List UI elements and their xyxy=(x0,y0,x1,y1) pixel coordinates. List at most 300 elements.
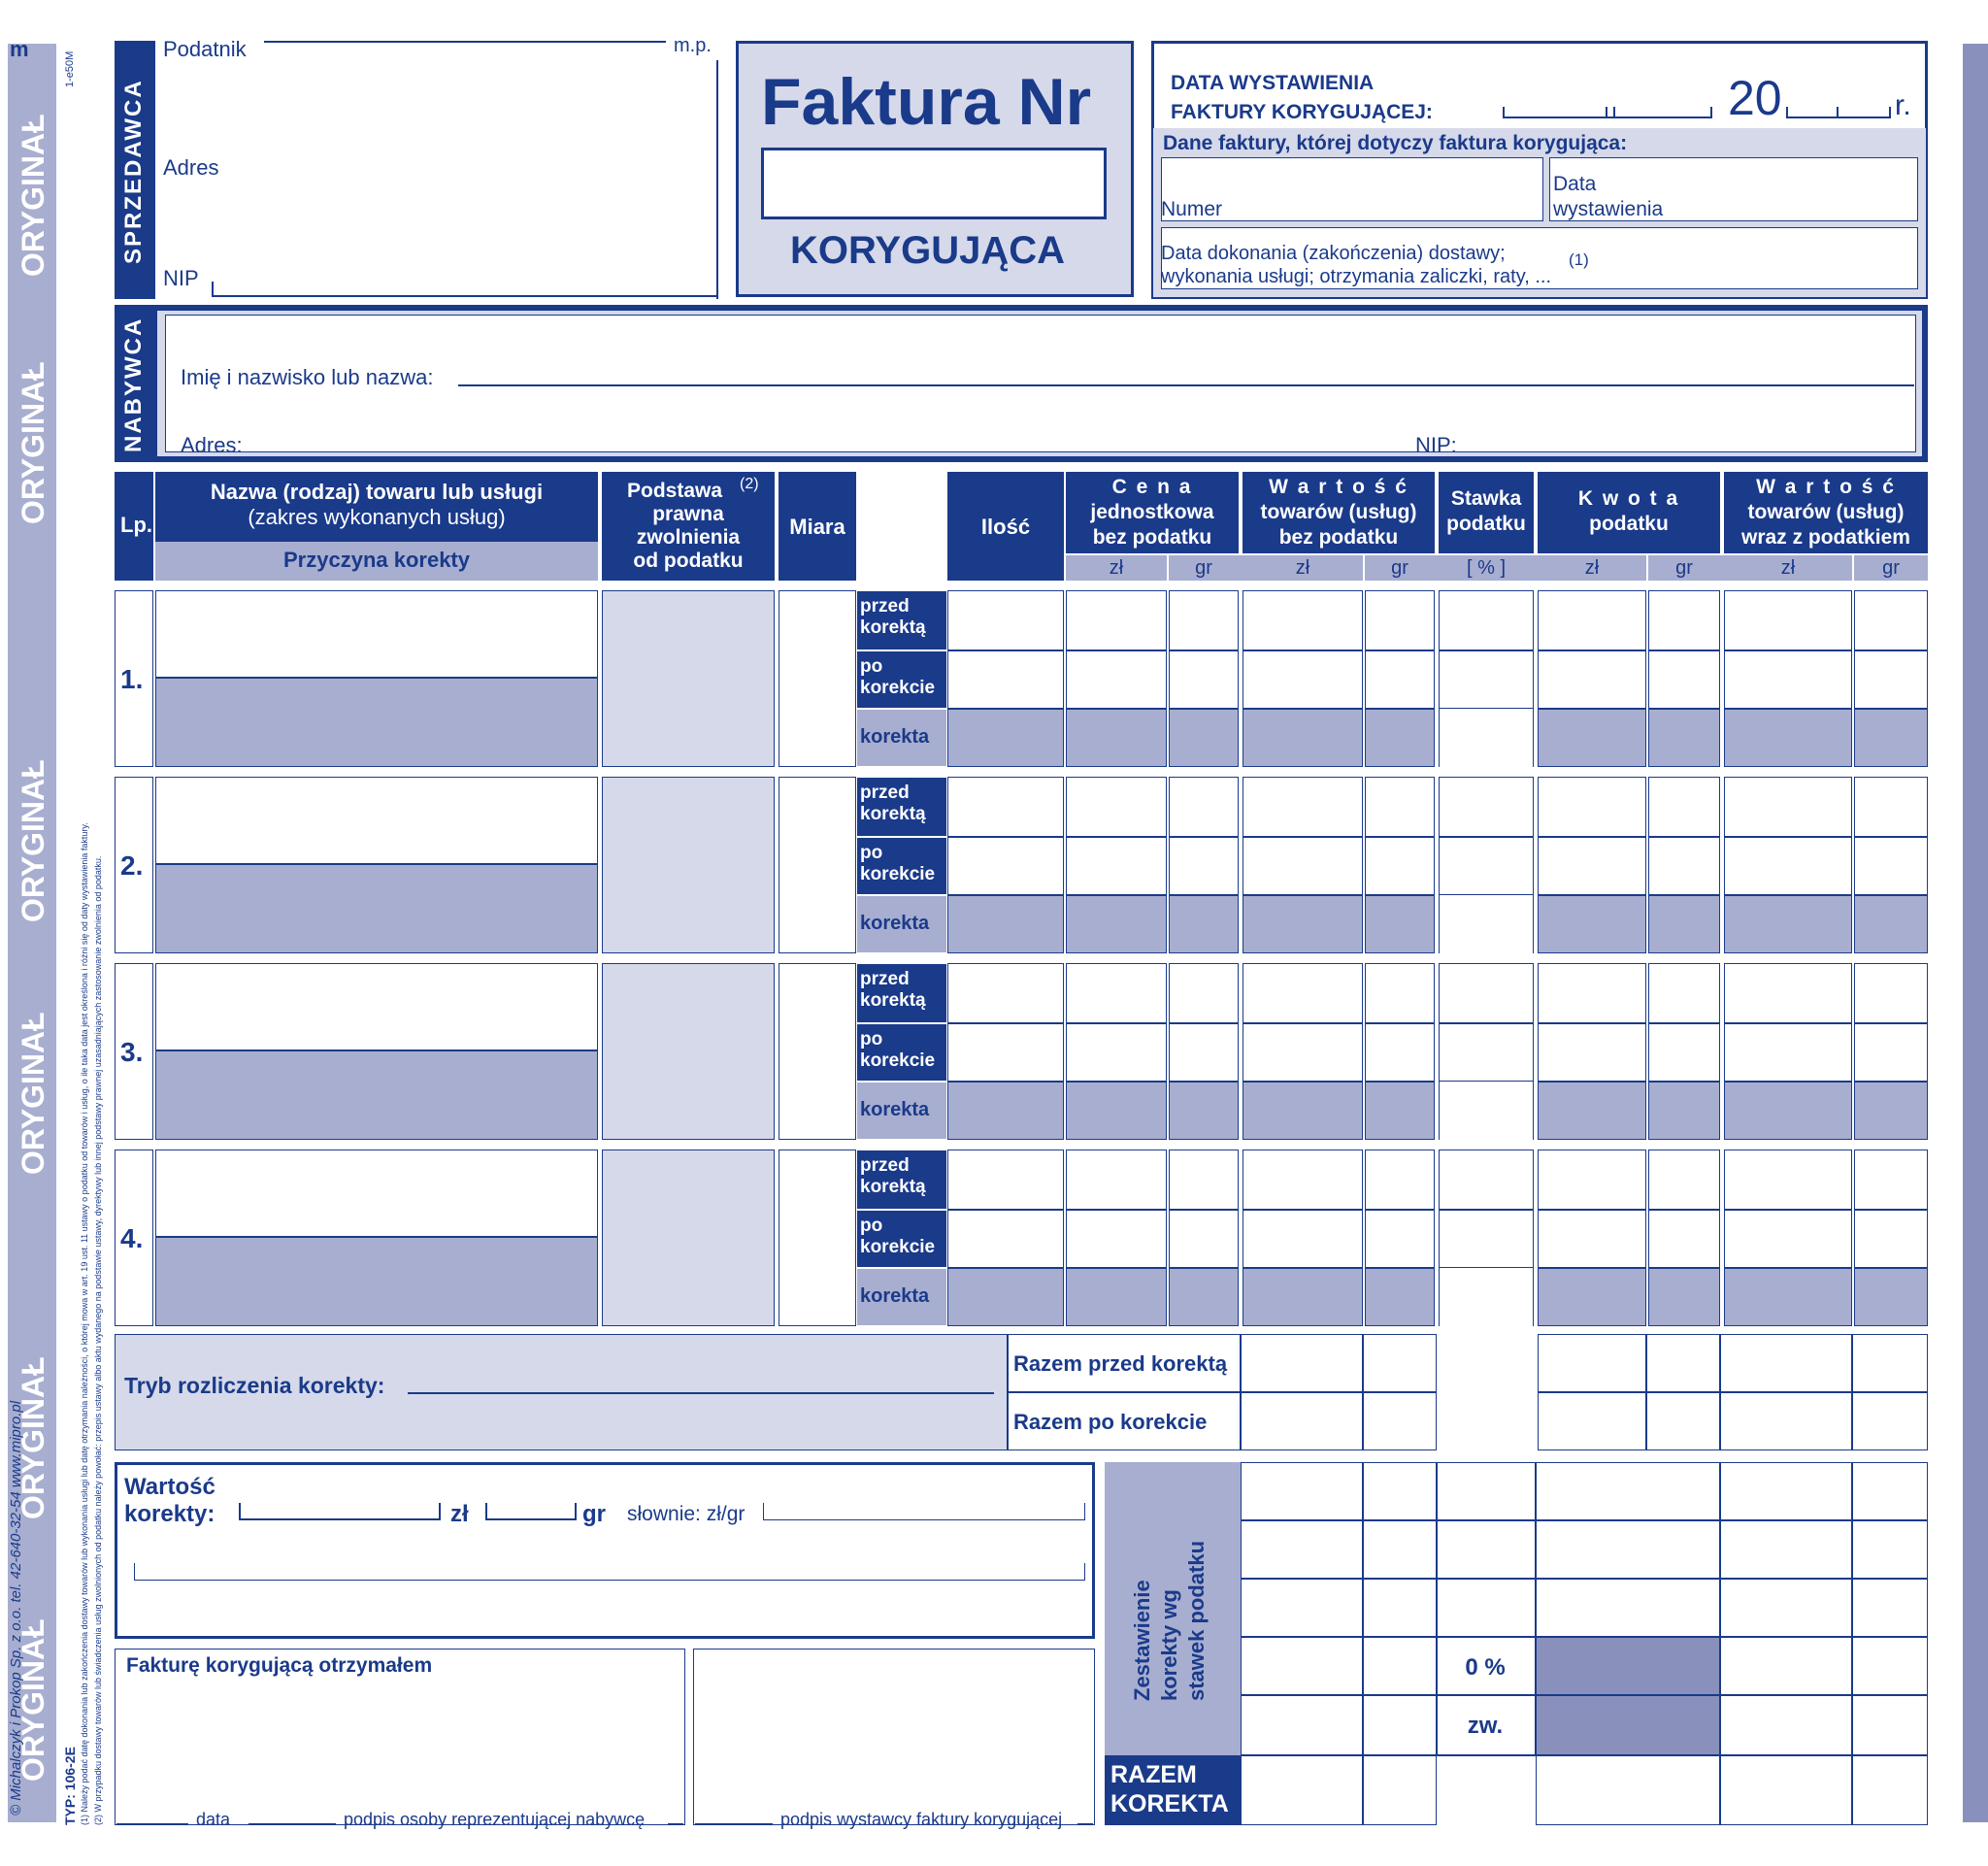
issuer-signature-label: podpis wystawcy faktury korygującej xyxy=(780,1810,1063,1829)
seller-nip-label: NIP xyxy=(163,266,199,290)
zestawienie-3: stawek podatku xyxy=(1184,1540,1209,1701)
row-1-unit-field[interactable] xyxy=(779,590,856,767)
row-4-name-field[interactable] xyxy=(155,1150,598,1237)
slownie-label: słownie: zł/gr xyxy=(627,1503,746,1525)
row-4-unit-field[interactable] xyxy=(779,1150,856,1326)
seller-label: SPRZEDAWCA xyxy=(120,79,147,264)
razem-przed-cell-4[interactable] xyxy=(1720,1334,1852,1392)
row-2-korekta-cell-6[interactable] xyxy=(1538,895,1646,953)
row-4-korekta-cell-9[interactable] xyxy=(1854,1268,1928,1326)
header-lp-label: Lp. xyxy=(120,513,152,537)
header-cena-2: jednostkowa xyxy=(1090,501,1214,523)
row-2-po-cell-3[interactable] xyxy=(1242,837,1363,895)
row-3-przed-label-2: korektą xyxy=(860,990,926,1011)
zestaw-row-1-cell-2[interactable] xyxy=(1437,1462,1536,1520)
year-prefix: 20 xyxy=(1728,71,1782,125)
row-3-przed-cell-3[interactable] xyxy=(1242,963,1363,1023)
issuer-box xyxy=(693,1649,1095,1825)
footnote-1: (1) Należy podać datę dokonania lub zakończenia dostawy towarów lub wykonania usługi lub datę otrzymania należności, o której mowa w art. 19 ust. 11 ustawy o podatku od towarów i usług, o ile taka data jest określona i różni się od daty wystawienia faktury. xyxy=(80,822,89,1825)
row-3-unit-field[interactable] xyxy=(779,963,856,1140)
header-podstawa-ref: (2) xyxy=(740,476,759,492)
zestaw-row-2-cell-3[interactable] xyxy=(1536,1520,1720,1579)
corner-letter: m xyxy=(10,37,29,61)
side-label-6: ORYGINAŁ xyxy=(16,1618,50,1782)
row-2-po-cell-7[interactable] xyxy=(1648,837,1720,895)
header-wartosc-2: towarów (usług) xyxy=(1260,501,1417,523)
header-nazwa-sub: (zakres wykonanych usług) xyxy=(248,505,506,529)
razem-przed-cell-1[interactable] xyxy=(1363,1334,1437,1392)
wartosc-gr-field[interactable] xyxy=(485,1503,577,1520)
invoice-subtitle: KORYGUJĄCA xyxy=(790,229,1065,272)
row-4-przed-cell-4[interactable] xyxy=(1365,1150,1435,1210)
slownie-field[interactable] xyxy=(763,1503,1085,1520)
row-2-przed-label-1: przed xyxy=(860,783,910,803)
sub-stawka-pct: [ % ] xyxy=(1466,557,1506,579)
row-2-korekta-label: korekta xyxy=(860,913,930,934)
row-1-przed-cell-4[interactable] xyxy=(1365,590,1435,650)
row-1-korekta-cell-7[interactable] xyxy=(1648,709,1720,767)
zestaw-row-2-cell-0[interactable] xyxy=(1241,1520,1363,1579)
row-4-po-label-1: po xyxy=(860,1216,883,1236)
row-3-korekta-cell-1[interactable] xyxy=(1066,1082,1167,1140)
row-2-po-cell-5[interactable] xyxy=(1439,837,1534,895)
wartosc-label-2: korekty: xyxy=(124,1501,215,1527)
header-brutto-3: wraz z podatkiem xyxy=(1741,526,1910,549)
date-issue-label-1: DATA WYSTAWIENIA xyxy=(1171,72,1375,94)
row-2-korekta-cell-2[interactable] xyxy=(1169,895,1239,953)
form-code: 1-e50M xyxy=(64,50,76,87)
row-1-po-cell-2[interactable] xyxy=(1169,650,1239,709)
row-4-przed-label-1: przed xyxy=(860,1155,910,1176)
row-2-przed-cell-6[interactable] xyxy=(1538,777,1646,837)
row-4-po-cell-5[interactable] xyxy=(1439,1210,1534,1268)
row-3-po-cell-4[interactable] xyxy=(1365,1023,1435,1082)
header-wartosc-3: bez podatku xyxy=(1278,526,1399,549)
invoice-number-field[interactable] xyxy=(761,148,1107,219)
zestaw-row-5-cell-0[interactable] xyxy=(1241,1695,1363,1755)
row-4-korekta-cell-8[interactable] xyxy=(1724,1268,1852,1326)
row-1-przed-cell-6[interactable] xyxy=(1538,590,1646,650)
row-1-korekta-cell-2[interactable] xyxy=(1169,709,1239,767)
row-3-lp: 3. xyxy=(120,1037,144,1067)
row-1-przed-cell-1[interactable] xyxy=(1066,590,1167,650)
razem-po-cell-0[interactable] xyxy=(1241,1392,1363,1450)
row-3-korekta-cell-8[interactable] xyxy=(1724,1082,1852,1140)
row-3-korekta-cell-7[interactable] xyxy=(1648,1082,1720,1140)
zestaw-row-6-cell-0[interactable] xyxy=(1241,1755,1363,1825)
row-4-przed-label-2: korektą xyxy=(860,1177,926,1197)
row-1-po-cell-4[interactable] xyxy=(1365,650,1435,709)
zestaw-row-2-cell-2[interactable] xyxy=(1437,1520,1536,1579)
buyer-nip-label: NIP: xyxy=(1415,433,1457,457)
row-1-po-cell-7[interactable] xyxy=(1648,650,1720,709)
header-przyczyna-label: Przyczyna korekty xyxy=(283,548,470,572)
row-2-przed-cell-0[interactable] xyxy=(947,777,1064,837)
row-4-po-cell-4[interactable] xyxy=(1365,1210,1435,1268)
row-3-po-cell-9[interactable] xyxy=(1854,1023,1928,1082)
header-podstawa-2: prawna xyxy=(652,503,724,525)
header-podstawa-label: Podstawa xyxy=(627,480,723,502)
row-3-korekta-cell-5[interactable] xyxy=(1439,1082,1534,1140)
row-2-korekta-cell-0[interactable] xyxy=(947,895,1064,953)
row-3-name-field[interactable] xyxy=(155,963,598,1050)
row-2-po-cell-4[interactable] xyxy=(1365,837,1435,895)
row-4-przed-cell-1[interactable] xyxy=(1066,1150,1167,1210)
side-label-5: ORYGINAŁ xyxy=(16,1356,50,1519)
row-2-korekta-cell-7[interactable] xyxy=(1648,895,1720,953)
row-1-korekta-cell-4[interactable] xyxy=(1365,709,1435,767)
row-4-po-cell-8[interactable] xyxy=(1724,1210,1852,1268)
razem-przed-cell-0[interactable] xyxy=(1241,1334,1363,1392)
zestaw-row-3-cell-2[interactable] xyxy=(1437,1579,1536,1637)
date-issue-label-2: FAKTURY KORYGUJĄCEJ: xyxy=(1171,101,1433,123)
zestaw-row-5-cell-3[interactable] xyxy=(1536,1695,1720,1755)
zestawienie-1: Zestawienie xyxy=(1130,1580,1154,1701)
row-2-przed-cell-1[interactable] xyxy=(1066,777,1167,837)
row-2-unit-field[interactable] xyxy=(779,777,856,953)
zestaw-row-6-cell-3[interactable] xyxy=(1536,1755,1720,1825)
invoice-title: Faktura Nr xyxy=(761,65,1092,139)
header-cena-3: bez podatku xyxy=(1092,526,1212,549)
tryb-label: Tryb rozliczenia korekty: xyxy=(124,1373,385,1398)
row-4-przed-cell-2[interactable] xyxy=(1169,1150,1239,1210)
row-2-reason-field[interactable] xyxy=(155,864,598,953)
row-4-basis-field[interactable] xyxy=(602,1150,775,1326)
row-3-przed-cell-6[interactable] xyxy=(1538,963,1646,1023)
receipt-signature-label: podpis osoby reprezentującej nabywcę xyxy=(344,1810,646,1829)
razem-po-label: Razem po korekcie xyxy=(1013,1410,1208,1434)
row-1-korekta-cell-6[interactable] xyxy=(1538,709,1646,767)
footnote-2: (2) W przypadku dostawy towarów lub świadczenia usług zwolnionych od podatku należy powołać: przepis ustawy albo aktu wydanego na podstawie ustawy, dyrektywy lub innej podstawy prawnej uzasadniających zastosowanie zwolnienia od podatku. xyxy=(93,855,103,1825)
row-4-lp: 4. xyxy=(120,1223,144,1253)
zestaw-row-3-cell-5[interactable] xyxy=(1852,1579,1928,1637)
row-3-przed-cell-8[interactable] xyxy=(1724,963,1852,1023)
right-strip xyxy=(1963,44,1988,1822)
sub-wart-zl: zł xyxy=(1295,557,1310,579)
row-2-korekta-cell-9[interactable] xyxy=(1854,895,1928,953)
row-2-przed-label-2: korektą xyxy=(860,804,926,824)
zestaw-row-4-cell-0[interactable] xyxy=(1241,1637,1363,1695)
sub-brutto-gr: gr xyxy=(1882,557,1900,579)
row-4-przed-cell-9[interactable] xyxy=(1854,1150,1928,1210)
row-4-korekta-label: korekta xyxy=(860,1285,930,1307)
receipt-date-label: data xyxy=(196,1810,231,1829)
header-podstawa-4: od podatku xyxy=(633,550,744,572)
buyer-label: NABYWCA xyxy=(120,317,147,452)
header-ilosc-label: Ilość xyxy=(980,515,1031,539)
row-4-przed-cell-6[interactable] xyxy=(1538,1150,1646,1210)
wartosc-box xyxy=(115,1462,1095,1639)
zestaw-row-6-cell-2[interactable] xyxy=(1437,1755,1536,1825)
header-miara-label: Miara xyxy=(789,515,845,539)
zestaw-row-1-cell-1[interactable] xyxy=(1363,1462,1437,1520)
row-4-po-cell-7[interactable] xyxy=(1648,1210,1720,1268)
razem-po-cell-5[interactable] xyxy=(1852,1392,1928,1450)
rate-zero-label: 0 % xyxy=(1465,1654,1506,1681)
header-cena-1: C e n a xyxy=(1111,476,1193,498)
seller-podatnik-label: Podatnik xyxy=(163,37,247,61)
row-3-po-cell-1[interactable] xyxy=(1066,1023,1167,1082)
row-1-po-cell-0[interactable] xyxy=(947,650,1064,709)
row-3-przed-cell-9[interactable] xyxy=(1854,963,1928,1023)
row-4-po-label-2: korekcie xyxy=(860,1237,936,1257)
row-4-korekta-cell-5[interactable] xyxy=(1439,1268,1534,1326)
wartosc-zl-label: zł xyxy=(450,1501,469,1527)
header-kwota-2: podatku xyxy=(1589,513,1669,535)
header-stawka-1: Stawka xyxy=(1450,487,1522,510)
zestaw-row-6-cell-5[interactable] xyxy=(1852,1755,1928,1825)
row-1-reason-field[interactable] xyxy=(155,678,598,767)
row-1-po-cell-6[interactable] xyxy=(1538,650,1646,709)
row-4-korekta-cell-0[interactable] xyxy=(947,1268,1064,1326)
row-4-po-cell-6[interactable] xyxy=(1538,1210,1646,1268)
zestawienie-2: korekty wg xyxy=(1157,1589,1181,1701)
row-2-przed-cell-5[interactable] xyxy=(1439,777,1534,837)
receipt-label: Fakturę korygującą otrzymałem xyxy=(126,1654,433,1677)
zestaw-row-1-cell-0[interactable] xyxy=(1241,1462,1363,1520)
delivery-date-label-1: Data dokonania (zakończenia) dostawy; xyxy=(1161,243,1506,264)
row-3-korekta-cell-0[interactable] xyxy=(947,1082,1064,1140)
row-1-basis-field[interactable] xyxy=(602,590,775,767)
slownie-field-2[interactable] xyxy=(134,1563,1085,1581)
razem-korekta-1: RAZEM xyxy=(1110,1761,1197,1788)
row-2-po-cell-1[interactable] xyxy=(1066,837,1167,895)
row-3-korekta-cell-2[interactable] xyxy=(1169,1082,1239,1140)
buyer-address-label: Adres: xyxy=(181,433,243,457)
row-4-po-cell-2[interactable] xyxy=(1169,1210,1239,1268)
row-3-po-cell-7[interactable] xyxy=(1648,1023,1720,1082)
zestaw-row-4-cell-5[interactable] xyxy=(1852,1637,1928,1695)
row-1-po-cell-5[interactable] xyxy=(1439,650,1534,709)
row-1-przed-cell-7[interactable] xyxy=(1648,590,1720,650)
row-2-po-cell-6[interactable] xyxy=(1538,837,1646,895)
row-3-korekta-cell-9[interactable] xyxy=(1854,1082,1928,1140)
year-suffix: r. xyxy=(1895,89,1911,121)
row-1-przed-label-2: korektą xyxy=(860,617,926,638)
razem-przed-cell-5[interactable] xyxy=(1852,1334,1928,1392)
row-1-przed-cell-2[interactable] xyxy=(1169,590,1239,650)
row-3-po-label-1: po xyxy=(860,1029,883,1050)
row-4-przed-cell-0[interactable] xyxy=(947,1150,1064,1210)
zestaw-row-2-cell-5[interactable] xyxy=(1852,1520,1928,1579)
zestaw-row-1-cell-4[interactable] xyxy=(1720,1462,1852,1520)
side-label-1: ORYGINAŁ xyxy=(16,114,50,277)
rate-zw-label: zw. xyxy=(1467,1713,1504,1739)
header-nazwa-label: Nazwa (rodzaj) towaru lub usługi xyxy=(210,480,544,504)
zestaw-row-4-cell-1[interactable] xyxy=(1363,1637,1437,1695)
row-2-po-cell-9[interactable] xyxy=(1854,837,1928,895)
row-3-korekta-cell-6[interactable] xyxy=(1538,1082,1646,1140)
row-4-korekta-cell-1[interactable] xyxy=(1066,1268,1167,1326)
row-3-przed-cell-1[interactable] xyxy=(1066,963,1167,1023)
zestaw-row-3-cell-3[interactable] xyxy=(1536,1579,1720,1637)
zestaw-row-4-cell-4[interactable] xyxy=(1720,1637,1852,1695)
row-2-po-label-1: po xyxy=(860,843,883,863)
row-3-przed-cell-7[interactable] xyxy=(1648,963,1720,1023)
row-1-przed-cell-5[interactable] xyxy=(1439,590,1534,650)
header-wartosc-1: W a r t o ś ć xyxy=(1269,476,1408,498)
row-1-po-cell-9[interactable] xyxy=(1854,650,1928,709)
razem-przed-cell-2[interactable] xyxy=(1538,1334,1646,1392)
row-3-reason-field[interactable] xyxy=(155,1050,598,1140)
row-3-po-cell-6[interactable] xyxy=(1538,1023,1646,1082)
row-1-name-field[interactable] xyxy=(155,590,598,678)
zestaw-row-2-cell-1[interactable] xyxy=(1363,1520,1437,1579)
row-1-korekta-cell-1[interactable] xyxy=(1066,709,1167,767)
row-2-po-cell-2[interactable] xyxy=(1169,837,1239,895)
row-3-po-cell-8[interactable] xyxy=(1724,1023,1852,1082)
row-1-po-cell-1[interactable] xyxy=(1066,650,1167,709)
row-2-basis-field[interactable] xyxy=(602,777,775,953)
row-2-name-field[interactable] xyxy=(155,777,598,864)
row-2-przed-cell-3[interactable] xyxy=(1242,777,1363,837)
zestaw-row-6-cell-1[interactable] xyxy=(1363,1755,1437,1825)
row-4-korekta-cell-3[interactable] xyxy=(1242,1268,1363,1326)
row-1-przed-label-1: przed xyxy=(860,596,910,616)
sub-brutto-zl: zł xyxy=(1780,557,1796,579)
row-3-po-cell-5[interactable] xyxy=(1439,1023,1534,1082)
row-2-po-cell-0[interactable] xyxy=(947,837,1064,895)
seller-adres-label: Adres xyxy=(163,155,219,180)
row-2-korekta-cell-4[interactable] xyxy=(1365,895,1435,953)
razem-przed-cell-3[interactable] xyxy=(1646,1334,1720,1392)
row-4-korekta-cell-7[interactable] xyxy=(1648,1268,1720,1326)
header-brutto-1: W a r t o ś ć xyxy=(1756,476,1896,498)
side-label-4: ORYGINAŁ xyxy=(16,1012,50,1175)
row-1-lp: 1. xyxy=(120,664,144,694)
sub-cena-zl: zł xyxy=(1109,557,1124,579)
row-3-po-cell-3[interactable] xyxy=(1242,1023,1363,1082)
row-3-przed-cell-2[interactable] xyxy=(1169,963,1239,1023)
original-date-label-2: wystawienia xyxy=(1553,198,1664,220)
row-4-korekta-cell-6[interactable] xyxy=(1538,1268,1646,1326)
razem-po-cell-4[interactable] xyxy=(1720,1392,1852,1450)
delivery-date-label-2: wykonania usługi; otrzymania zaliczki, raty, ... xyxy=(1161,266,1552,287)
row-2-korekta-cell-1[interactable] xyxy=(1066,895,1167,953)
sub-kwota-zl: zł xyxy=(1584,557,1600,579)
row-1-przed-cell-9[interactable] xyxy=(1854,590,1928,650)
razem-przed-label: Razem przed korektą xyxy=(1013,1351,1228,1376)
wartosc-label-1: Wartość xyxy=(124,1474,215,1500)
zestaw-row-5-cell-1[interactable] xyxy=(1363,1695,1437,1755)
row-2-lp: 2. xyxy=(120,850,144,881)
buyer-name-label: Imię i nazwisko lub nazwa: xyxy=(181,365,434,389)
publisher: © Michalczyk i Prokop Sp. z o.o. tel. 42-640-32-54 www.mipro.pl xyxy=(8,1400,24,1816)
row-4-przed-cell-5[interactable] xyxy=(1439,1150,1534,1210)
seller-mp-label: m.p. xyxy=(674,35,712,56)
zestaw-row-1-cell-5[interactable] xyxy=(1852,1462,1928,1520)
row-1-korekta-cell-0[interactable] xyxy=(947,709,1064,767)
zestaw-row-3-cell-1[interactable] xyxy=(1363,1579,1437,1637)
row-1-po-cell-3[interactable] xyxy=(1242,650,1363,709)
zestaw-row-3-cell-0[interactable] xyxy=(1241,1579,1363,1637)
row-3-korekta-label: korekta xyxy=(860,1099,930,1120)
header-brutto-2: towarów (usług) xyxy=(1747,501,1905,523)
razem-po-cell-2[interactable] xyxy=(1538,1392,1646,1450)
zestaw-row-5-cell-5[interactable] xyxy=(1852,1695,1928,1755)
header-podstawa-3: zwolnienia xyxy=(636,526,741,549)
row-3-korekta-cell-3[interactable] xyxy=(1242,1082,1363,1140)
razem-po-cell-1[interactable] xyxy=(1363,1392,1437,1450)
sub-kwota-gr: gr xyxy=(1675,557,1693,579)
original-date-label-1: Data xyxy=(1553,173,1597,195)
row-3-przed-cell-4[interactable] xyxy=(1365,963,1435,1023)
row-4-po-cell-1[interactable] xyxy=(1066,1210,1167,1268)
row-1-przed-cell-8[interactable] xyxy=(1724,590,1852,650)
zestaw-row-5-cell-4[interactable] xyxy=(1720,1695,1852,1755)
row-3-basis-field[interactable] xyxy=(602,963,775,1140)
row-1-korekta-label: korekta xyxy=(860,726,930,748)
row-2-przed-cell-9[interactable] xyxy=(1854,777,1928,837)
row-3-przed-cell-0[interactable] xyxy=(947,963,1064,1023)
zestaw-row-4-cell-3[interactable] xyxy=(1536,1637,1720,1695)
original-number-label: Numer xyxy=(1161,198,1223,220)
row-4-przed-cell-3[interactable] xyxy=(1242,1150,1363,1210)
razem-po-cell-3[interactable] xyxy=(1646,1392,1720,1450)
zestaw-row-1-cell-3[interactable] xyxy=(1536,1462,1720,1520)
wartosc-zl-field[interactable] xyxy=(239,1503,441,1520)
row-3-po-cell-2[interactable] xyxy=(1169,1023,1239,1082)
row-2-przed-cell-7[interactable] xyxy=(1648,777,1720,837)
razem-korekta-2: KOREKTA xyxy=(1110,1790,1229,1817)
header-stawka-2: podatku xyxy=(1446,513,1526,535)
row-1-przed-cell-0[interactable] xyxy=(947,590,1064,650)
row-4-po-cell-9[interactable] xyxy=(1854,1210,1928,1268)
row-1-korekta-cell-9[interactable] xyxy=(1854,709,1928,767)
row-4-przed-cell-8[interactable] xyxy=(1724,1150,1852,1210)
side-label-3: ORYGINAŁ xyxy=(16,759,50,922)
footnote-ref-1: (1) xyxy=(1569,250,1589,269)
row-4-przed-cell-7[interactable] xyxy=(1648,1150,1720,1210)
row-1-po-label-2: korekcie xyxy=(860,678,936,698)
zestaw-row-3-cell-4[interactable] xyxy=(1720,1579,1852,1637)
original-invoice-label: Dane faktury, której dotyczy faktura korygująca: xyxy=(1163,132,1628,154)
row-3-przed-label-1: przed xyxy=(860,969,910,989)
row-1-po-label-1: po xyxy=(860,656,883,677)
row-2-korekta-cell-8[interactable] xyxy=(1724,895,1852,953)
side-label-2: ORYGINAŁ xyxy=(16,361,50,524)
row-4-po-cell-0[interactable] xyxy=(947,1210,1064,1268)
row-3-korekta-cell-4[interactable] xyxy=(1365,1082,1435,1140)
row-1-po-cell-8[interactable] xyxy=(1724,650,1852,709)
row-4-korekta-cell-4[interactable] xyxy=(1365,1268,1435,1326)
typ: TYP: 106-2E xyxy=(62,1747,78,1825)
zestaw-row-6-cell-4[interactable] xyxy=(1720,1755,1852,1825)
row-3-przed-cell-5[interactable] xyxy=(1439,963,1534,1023)
row-3-po-label-2: korekcie xyxy=(860,1050,936,1071)
row-2-po-label-2: korekcie xyxy=(860,864,936,884)
row-2-korekta-cell-5[interactable] xyxy=(1439,895,1534,953)
row-2-korekta-cell-3[interactable] xyxy=(1242,895,1363,953)
row-4-po-cell-3[interactable] xyxy=(1242,1210,1363,1268)
row-1-korekta-cell-3[interactable] xyxy=(1242,709,1363,767)
row-1-przed-cell-3[interactable] xyxy=(1242,590,1363,650)
row-4-reason-field[interactable] xyxy=(155,1237,598,1326)
row-2-po-cell-8[interactable] xyxy=(1724,837,1852,895)
row-2-przed-cell-4[interactable] xyxy=(1365,777,1435,837)
row-1-korekta-cell-5[interactable] xyxy=(1439,709,1534,767)
wartosc-gr-label: gr xyxy=(582,1501,606,1527)
row-4-korekta-cell-2[interactable] xyxy=(1169,1268,1239,1326)
sub-wart-gr: gr xyxy=(1391,557,1408,579)
zestaw-row-2-cell-4[interactable] xyxy=(1720,1520,1852,1579)
row-2-przed-cell-8[interactable] xyxy=(1724,777,1852,837)
row-1-korekta-cell-8[interactable] xyxy=(1724,709,1852,767)
sub-cena-gr: gr xyxy=(1195,557,1212,579)
row-2-przed-cell-2[interactable] xyxy=(1169,777,1239,837)
header-kwota-1: K w o t a xyxy=(1577,487,1680,510)
row-3-po-cell-0[interactable] xyxy=(947,1023,1064,1082)
